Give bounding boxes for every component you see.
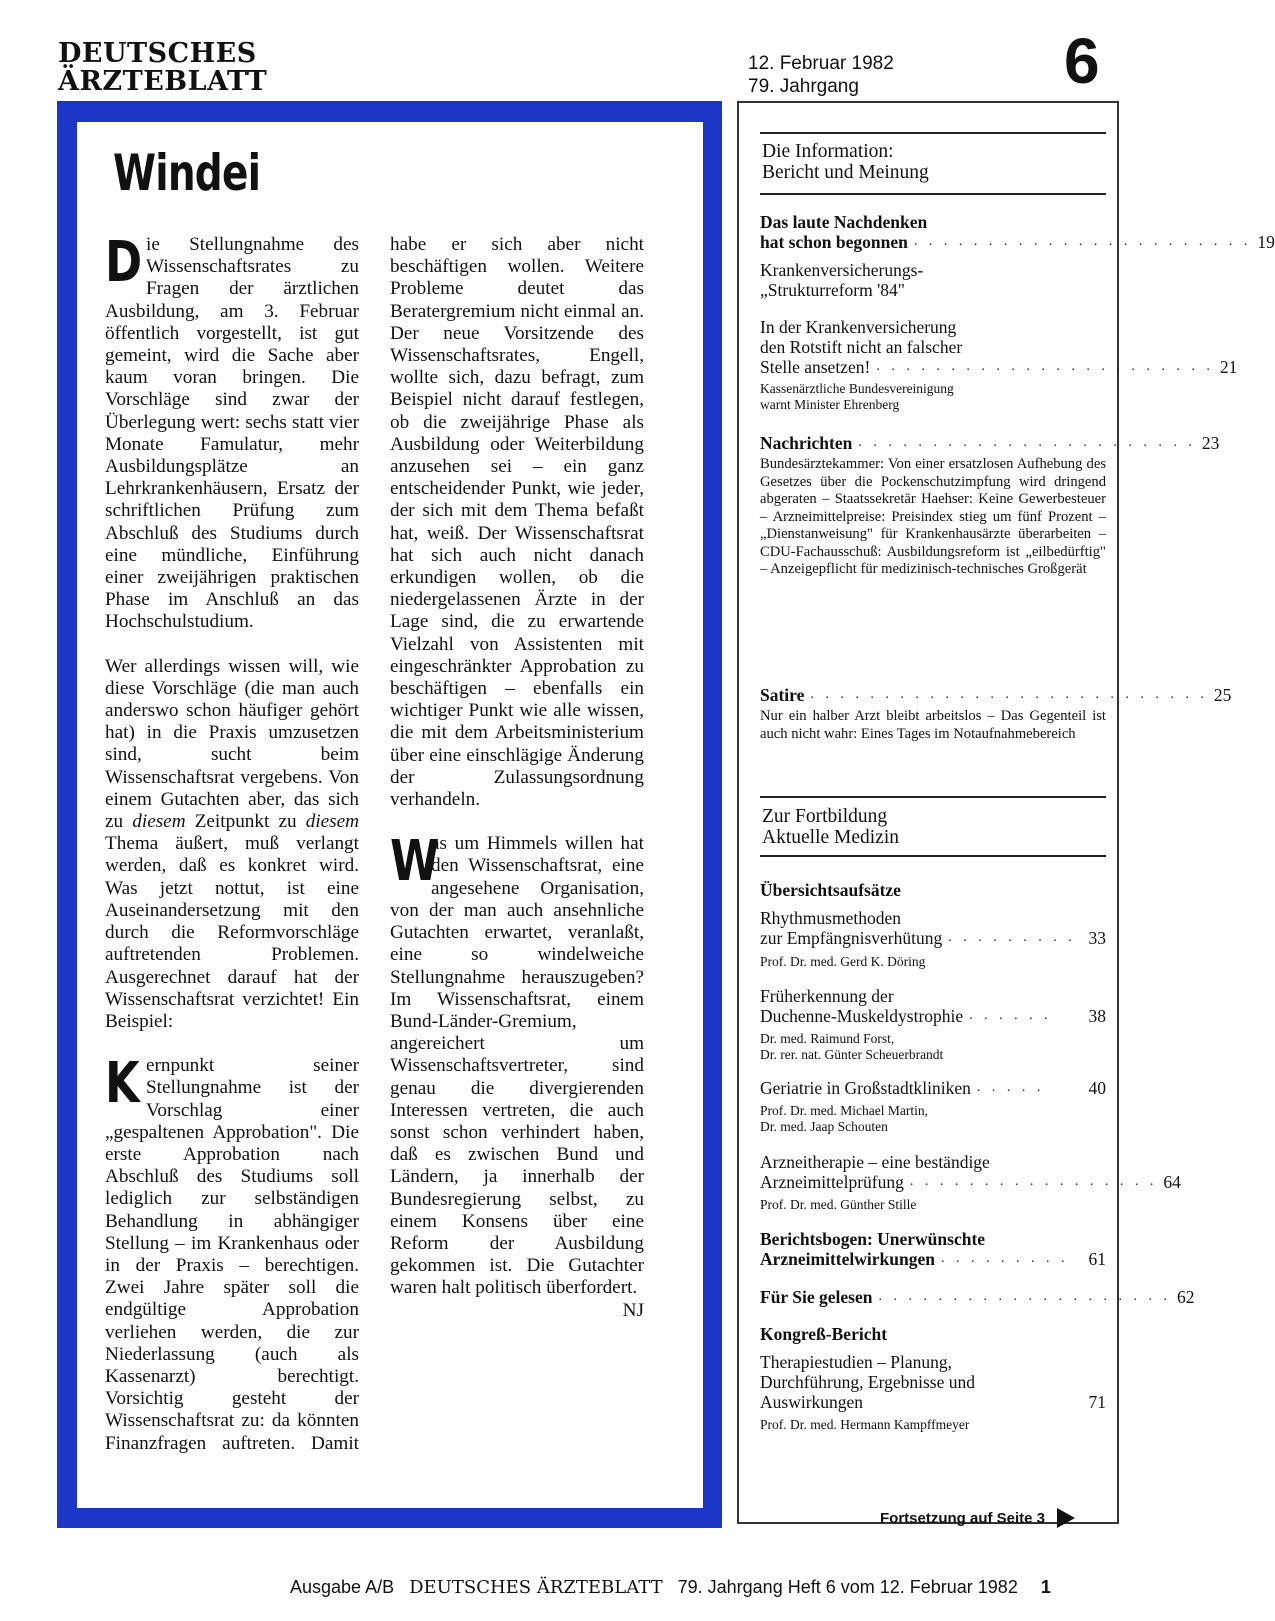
page-number: 33 xyxy=(1088,928,1106,948)
toc-entry-author: Dr. med. Jaap Schouten xyxy=(760,1119,888,1134)
toc-entry-subtitle: Früherkennung der xyxy=(760,986,894,1006)
toc-entry-title: hat schon begonnen xyxy=(760,232,908,252)
section-heading-line: Zur Fortbildung xyxy=(762,806,888,827)
toc-entry-rotstift[interactable] xyxy=(760,317,1238,413)
emphasis: diesem xyxy=(132,811,186,833)
footer-magazine: DEUTSCHES ÄRZTEBLATT xyxy=(409,1577,663,1598)
toc-entry-subtitle: Krankenversicherungs- xyxy=(760,260,924,280)
toc-entry-author: Prof. Dr. med. Michael Martin, xyxy=(760,1103,928,1118)
toc-entry-author: Prof. Dr. med. Günther Stille xyxy=(760,1197,917,1212)
paragraph-text: Zeitpunkt zu xyxy=(185,811,306,833)
emphasis: diesem xyxy=(305,811,359,833)
section-heading-line: Die Information: xyxy=(762,141,894,162)
paragraph-3 xyxy=(105,1051,359,1455)
toc-entry-subtitle: Arzneitherapie – eine beständige xyxy=(760,1152,990,1172)
page-number: 61 xyxy=(1088,1249,1106,1269)
masthead xyxy=(58,40,267,96)
paragraph-text: ie Stellungnahme des Wissenschaftsrates zu Fragen der ärztlichen Ausbildung, am 3. Februar öffentlich vorgestellt, ist gut gemeint, wird die Sache aber kaum voran bringen. Die Vorschläge sind zwar der Überlegung wert: sechs statt vier Monate Famulatur, mehr Ausbildungsplätze an Lehrkrankenhäusern, Ersatz der schriftlichen Prüfung zum Abschluß des Studiums durch eine mündliche, Einführung einer zweijährigen praktischen Phase im Anschluß an das Hochschulstudium. xyxy=(105,234,359,633)
toc-heading-uebersicht xyxy=(760,880,1106,900)
toc-entry-subtitle: Rhythmusmethoden xyxy=(760,908,901,928)
masthead-line1: DEUTSCHES xyxy=(58,38,257,69)
page-number: 62 xyxy=(1176,1287,1195,1307)
toc-entry-author: Prof. Dr. med. Hermann Kampffmeyer xyxy=(760,1417,970,1432)
toc-entry-satire[interactable] xyxy=(760,685,1232,743)
issue-volume: 79. Jahrgang xyxy=(748,76,859,97)
author-signature: NJ xyxy=(622,1299,644,1321)
page-number: 21 xyxy=(1219,357,1238,377)
paragraph-text: as um Himmels willen hat den Wissenschaftsrat, eine angesehene Organisation, von der man auch ansehnliche Gutachten erwartet, veranlaßt, eine so windelweiche Stellungnahme herauszugeben? Im Wissenschaftsrat, einem Bund-Länder-Gremium, angereichert um Wissenschaftsvertreter, sind genau die divergierenden Interessen vertreten, die auch sonst schon verhindert haben, daß es zwischen Bund und Ländern, ja innerhalb der Bundesregierung selbst, zu einem Konsens über eine Reform der Ausbildung gekommen ist. Die Gutachter waren halt politisch überfordert. xyxy=(390,833,644,1299)
paragraph-1 xyxy=(105,230,359,634)
toc-entry-nachdenken[interactable] xyxy=(760,212,1275,300)
divider xyxy=(760,855,1106,857)
toc-entry-title: Nachrichten xyxy=(760,433,853,453)
toc-entry-subtitle: den Rotstift nicht an falscher xyxy=(760,337,963,357)
issue-number: 6 xyxy=(1064,25,1100,97)
continued-label: Fortsetzung auf Seite 3 xyxy=(880,1509,1046,1527)
page-number: 38 xyxy=(1088,1006,1106,1026)
footer-details: 79. Jahrgang Heft 6 vom 12. Februar 1982 xyxy=(677,1577,1018,1597)
toc-entry-arzneitherapie[interactable] xyxy=(760,1152,1181,1213)
paragraph-text: Wer allerdings wissen will, wie diese Vorschläge (die man auch anderswo schon häufiger gehört hat) in die Praxis umzusetzen sind, sucht beim Wissenschaftsrat vergebens. Von einem Gutachten aber, das sich zu xyxy=(105,655,359,833)
toc-entry-subtitle: Stelle ansetzen! xyxy=(760,357,871,377)
leader-dots: . . . . . . . . . xyxy=(940,1251,1069,1266)
toc-entry-author: Dr. rer. nat. Günter Scheuerbrandt xyxy=(760,1047,944,1062)
section-heading-line: Aktuelle Medizin xyxy=(762,827,900,848)
toc-entry-description: Kassenärztliche Bundesvereinigung xyxy=(760,381,954,396)
paragraph-text: habe er sich aber nicht beschäftigen wollen. Weitere Probleme deutet das Beratergremium nicht einmal an. Der neue Vorsitzende des Wissenschaftsrates, Engell, wollte sich, dazu befragt, zum Beispiel nicht darauf festlegen, ob die zweijährige Phase als Ausbildung oder Weiterbildung anzusehen sei – ein ganz entscheidender Punkt, wie jeder, der sich mit dem Thema befaßt hat, weiß. Der Wissenschaftsrat hat sich auch nicht danach erkundigen wollen, ob die niedergelassenen Ärzte in der Lage sind, die zu erwartende Vielzahl von Assistenten mit eingeschränkter Approbation zu beschäftigen – ebenfalls ein wichtiger Punkt wie alle wissen, die mit dem Arbeitsministerium über eine einschlägige Änderung der Zulassungsordnung verhandeln. xyxy=(390,234,644,811)
article-column-1 xyxy=(105,230,359,1455)
toc-entry-title: Das laute Nachdenken xyxy=(760,212,928,232)
masthead-line2: ÄRZTEBLATT xyxy=(58,66,268,97)
article-column-2 xyxy=(390,234,644,1344)
paragraph-text: ernpunkt seiner Stellungnahme ist der Vorschlag einer „gespaltenen Approbation". Die erste Approbation nach Abschluß des Studiums soll lediglich zur selbständigen Behandlung in abhängiger Stellung – im Krankenhaus oder in der Praxis – berechtigen. Zwei Jahre später soll die endgültige Approbation verliehen werden, die zur Niederlassung (auch als Kassenarzt) berechtigt. Vorsichtig gesteht der Wissenschaftsrat zu: da könnten Finanzfragen auftreten. Damit xyxy=(105,1055,359,1454)
toc-entry-author: Dr. med. Raimund Forst, xyxy=(760,1031,895,1046)
toc-entry-title: Für Sie gelesen xyxy=(760,1287,873,1307)
dropcap: K xyxy=(105,1051,140,1117)
paragraph-4 xyxy=(390,829,644,1321)
toc-entry-description: Nur ein halber Arzt bleibt arbeitslos – Das Gegenteil ist auch nicht wahr: Eines Tages im Notaufnahmebereich xyxy=(760,708,1106,742)
toc-entry-description: warnt Minister Ehrenberg xyxy=(760,397,900,412)
toc-entry-description: Bundesärztekammer: Von einer ersatzlosen Aufhebung des Gesetzes über die Pockenschutzimpfung wird dringend abgeraten – Staatssekretär Haehser: Keine Gewerbesteuer – Arzneimittelpreise: Preisindex stieg um fünf Prozent – „Dienstanweisung" für Krankenhausärzte überarbeiten – CDU-Fachausschuß: Ausbildungsreform ist „eilbedürftig" – Anzeigepflicht für medizinisch-technisches Großgerät xyxy=(760,456,1106,577)
toc-entry-geriatrie[interactable] xyxy=(760,1078,1106,1135)
leader-dots: . . . . . . . . . . . . . . . . . xyxy=(909,1174,1158,1189)
toc-entry-title: Satire xyxy=(760,685,805,705)
leader-dots: . . . . . . . . . . . . . . . . . . . . xyxy=(878,1289,1171,1304)
footer xyxy=(290,1577,1051,1598)
toc-entry-kongress[interactable] xyxy=(760,1324,1106,1433)
issue-date-block xyxy=(748,52,894,98)
toc-entry-author: Prof. Dr. med. Gerd K. Döring xyxy=(760,954,926,969)
paragraph-3 xyxy=(390,234,644,811)
leader-dots: . . . . . . . . . xyxy=(948,930,1076,945)
section-heading-fortbildung xyxy=(762,806,899,848)
page-number: 19 xyxy=(1257,232,1275,252)
leader-dots: . . . . . xyxy=(976,1080,1045,1095)
headline: Windei xyxy=(113,144,261,202)
leader-dots: . . . . . . . . . . . . . . . . . . . . . . . xyxy=(913,234,1252,249)
page-number: 25 xyxy=(1213,685,1232,705)
toc-entry-subtitle: Durchführung, Ergebnisse und xyxy=(760,1372,975,1392)
toc-entry-title: Kongreß-Bericht xyxy=(760,1324,888,1344)
leader-dots: . . . . . . . . . . . . . . . . . . . . . . . . . . . xyxy=(810,687,1208,702)
leader-dots: . . . . . . . . . . . . . . . . . . . . . . . xyxy=(858,435,1196,450)
toc-entry-fuer-sie-gelesen[interactable] xyxy=(760,1287,1195,1307)
toc-entry-title: Arzneimittelwirkungen xyxy=(760,1249,935,1269)
section-heading-line: Bericht und Meinung xyxy=(762,162,929,183)
issue-date: 12. Februar 1982 xyxy=(748,53,894,74)
toc-entry-subtitle: Geriatrie in Großstadtkliniken xyxy=(760,1078,971,1098)
dropcap: D xyxy=(105,230,143,295)
page-number: 40 xyxy=(1088,1078,1106,1098)
page-number: 71 xyxy=(1088,1392,1106,1412)
toc-entry-subtitle: Therapiestudien – Planung, xyxy=(760,1352,952,1372)
page-number: 23 xyxy=(1201,433,1220,453)
toc-entry-subtitle: „Strukturreform '84" xyxy=(760,280,905,300)
divider xyxy=(760,132,1106,134)
section-heading-information xyxy=(762,141,929,183)
editorial-article xyxy=(77,122,703,1508)
leader-dots: . . . . . . . . . . . . . . . . . . . . . . . xyxy=(876,359,1214,374)
paragraph-2 xyxy=(105,656,359,1033)
divider xyxy=(760,193,1106,195)
footer-edition: Ausgabe A/B xyxy=(290,1577,395,1597)
toc-entry-berichtsbogen[interactable] xyxy=(760,1229,1106,1269)
page-number: 64 xyxy=(1163,1172,1181,1192)
leader-dots: . . . . . . xyxy=(969,1008,1052,1023)
toc-entry-nachrichten[interactable] xyxy=(760,433,1220,579)
footer-page-number: 1 xyxy=(1040,1577,1051,1597)
toc-entry-title: Übersichtsaufsätze xyxy=(760,880,901,900)
toc-entry-title: Berichtsbogen: Unerwünschte xyxy=(760,1229,986,1249)
toc-entry-subtitle: zur Empfängnisverhütung xyxy=(760,928,943,948)
continued-link[interactable] xyxy=(880,1508,1075,1528)
toc-entry-subtitle: In der Krankenversicherung xyxy=(760,317,957,337)
toc-entry-rhythmus[interactable] xyxy=(760,908,1106,970)
paragraph-text: Thema äußert, muß verlangt werden, daß es konkret wird. Was jetzt nottut, ist eine Auseinandersetzung mit den durch die Reformvorschläge auftretenden Problemen. Ausgerechnet darauf hat der Wissenschaftsrat verzichtet! Ein Beispiel: xyxy=(105,833,359,1032)
toc-entry-subtitle: Duchenne-Muskeldystrophie xyxy=(760,1006,964,1026)
toc-entry-subtitle: Auswirkungen xyxy=(760,1392,864,1412)
play-arrow-icon xyxy=(1057,1508,1075,1528)
dropcap: W xyxy=(390,829,440,895)
toc-entry-duchenne[interactable] xyxy=(760,986,1106,1063)
toc-entry-subtitle: Arzneimittelprüfung xyxy=(760,1172,904,1192)
divider xyxy=(760,796,1106,798)
